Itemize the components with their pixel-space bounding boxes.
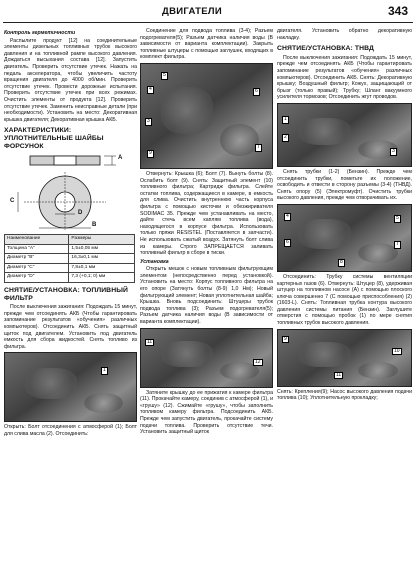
table-cell: Диаметр "С"	[5, 263, 69, 273]
table-header-row	[5, 235, 135, 245]
callout-number: 3	[392, 147, 395, 154]
paragraph: Отсоединить: Трубку системы вентиляции картерных газов (6). Отвернуть: Штуцер (8), удерживая штуцер на топливном насосе (А) с помощью плоского ключа совершенно 7 (С помощью приспособления) (2) (1603-L). Снять: Топливная трубка контура высокого давления системы питания (Бензин). Заглушите отверстия с помощью пробок (1) по мере снятия топливных трубок высокого давления.	[277, 273, 412, 327]
table-header: Наименование	[5, 235, 69, 245]
subheading-leak-check: Контроль герметичности	[4, 30, 76, 36]
paragraph: Снять трубки (1-2) (Бензин). Прежде чем отсоединить трубки, пометьте их положение, освободить и отвести в сторону разъемы (3-4) (ТНВД). Снять опору (5) (Электромуфт). Очистить трубки высокого давления, прежде чем отворачивать их.	[277, 168, 412, 202]
table-header: Размеры	[69, 235, 135, 245]
chapter-title: ДВИГАТЕЛИ	[162, 6, 222, 17]
pump-lines-photo	[277, 103, 412, 167]
callout-number: 1	[103, 367, 106, 374]
filter-priming-photo	[140, 328, 273, 388]
table-row	[5, 263, 135, 273]
table-cell: 16,3±0,1 мм	[69, 254, 135, 264]
callout-number: 9	[284, 335, 287, 342]
photo-caption: Открыть: Болт отсоединения с атмосферой (1); Болт для слива масла (2). Отсоединить:	[4, 424, 137, 437]
label-a: A	[118, 155, 123, 162]
paragraph: Отвернуть: Крышка (6); Болт (7). Вынуть болты (8). Ослабить болт (9). Снять: Защитный элемент (10) топливного фильтра; Картридж фильтра. Слейте остатки топлива, содержащиеся в камере, в емкость для слива. Очистить внутреннюю часть корпуса фильтра с помощью кисточки и обезжиривателя SODIMAC 35. Прежде чем устанавливать на место, дайте стечь всем каплям топлива (вода), находящегося в корпусе фильтра. Использовать только пряжи RESISTEL (Поставляется в запчасти). Не использовать сжатый воздух. Затянуть болт слива из камеры. Строго ЗАПРЕЩАЕТСЯ заливать топливный фильтр в сборе в тиски.	[140, 170, 273, 257]
washer-dimensions-table	[4, 234, 135, 283]
filter-connections-photo	[140, 63, 273, 169]
column-1	[4, 28, 137, 439]
callout-number: 5	[163, 71, 166, 78]
pump-removal-photo	[277, 329, 412, 387]
callout-number: 4	[149, 85, 152, 92]
table-row	[5, 244, 135, 254]
label-d: D	[78, 210, 83, 217]
callout-number: 4	[286, 212, 289, 219]
callout-number: 6	[255, 87, 258, 94]
paragraph: двигателя. Установить обратно декоративную накладку.	[277, 28, 412, 41]
label-b: B	[92, 222, 97, 229]
table-cell: 1,5±0,05 мм	[69, 244, 135, 254]
washer-drawing	[4, 152, 135, 232]
header-rule	[3, 22, 413, 23]
table-cell: 7,3 (+0,1; 0) мм	[69, 273, 135, 283]
callout-number: 7	[396, 240, 399, 247]
table-cell: Диаметр "D"	[5, 273, 69, 283]
page-header	[0, 0, 416, 26]
callout-number: 11	[336, 371, 342, 378]
page-number: 343	[387, 4, 408, 18]
subheading-install: Установка	[140, 258, 169, 265]
paragraph: Соединение для подвода топлива (3-4); Разъем подогревателя(5); Разъем датчика наличия воды (В зависимости от варианта комплектации). Закрыть топливные штуцеры с помощью заглушек, входящих в комплект фильтра.	[140, 28, 273, 61]
callout-number: 8	[340, 258, 343, 265]
callout-number: 12	[255, 358, 261, 365]
pump-unions-photo	[277, 204, 412, 272]
table-row	[5, 273, 135, 283]
label-c: C	[10, 198, 15, 205]
paragraph: После выключения зажигания: Подождать 15 минут, прежде чем отсоединять АКБ (Чтобы гарантировать запоминание результатов «обучения» различных компьютеров). Отсоединить АКБ. Снять защитный щиток под двигателем. Установить под двигатель емкость для сбора жидкостей. Снять топливо из фильтра.	[4, 304, 137, 350]
table-row	[5, 254, 135, 264]
column-3	[277, 28, 412, 403]
section-heading-hp-pump: СНЯТИЕ/УСТАНОВКА: ТНВД	[277, 45, 374, 53]
column-2	[140, 28, 273, 437]
callout-number: 1	[284, 115, 287, 122]
callout-number: 3	[147, 117, 150, 124]
washer-diagram	[4, 152, 135, 232]
callout-number: 2	[284, 133, 287, 140]
photo-caption: Снять: Крепления(9); Насос высокого давления подачи топлива (10); Уплотнительную прокладку;	[277, 388, 412, 402]
table-cell: 7,8±0,1 мм	[69, 263, 135, 273]
table-cell: Толщина "А"	[5, 244, 69, 254]
table-cell: Диаметр "В"	[5, 254, 69, 264]
callout-number: 6	[286, 238, 289, 245]
section-heading-washers: ХАРАКТЕРИСТИКИ: УПЛОТНИТЕЛЬНЫЕ ШАЙБЫ ФОРСУНОК	[4, 127, 104, 150]
paragraph: Открыть мешок с новым топливным фильтрующим элементом (непосредственно перед установкой). Установить на место: Корпус топливного фильтра на его опоре (Затянуть болты (8-9) 1,0 Нм); Новый фильтрующий элемент; Новая уплотнительная шайба; Крышка. Вновь подсоединить: Штуцеры трубок подвода топлива (3); Разъем подогревателя(5); Разъем датчика наличия воды (В зависимости от варианта комплектации).	[140, 266, 273, 326]
section-heading-fuel-filter: СНЯТИЕ/УСТАНОВКА: ТОПЛИВНЫЙ ФИЛЬТР	[4, 287, 128, 302]
paragraph: После выключения зажигания: Подождать 15 минут, прежде чем отсоединять АКБ (Чтобы гарантировать запоминание результатов «обучения» различных компьютеров). Отсоединить АКБ. Снять: Декоративную крышку; Воздушный фильтр; Кожух, защищающий от брызг (только правый); Трубку; Шланг вакуумного усилителя тормозов; Отсоединить жгут проводов.	[277, 54, 412, 101]
paragraph: Затяните крышку до ее прижатия к камере фильтра (11). Прокачайте камеру, соединив с атмосферой (1), и «грушу» (12). Сжимайте «грушу», чтобы заполнить топливом камеру фильтра. Подсоединить АКБ. Прежде чем запустить двигатель, прокачайте систему подачи топлива. Проверить отсутствие течи. Установить защитный щиток	[140, 389, 273, 436]
paragraph: Распылите продукт [12] на соединительные элементы дизельных топливных трубок высокого давления и на топливной рампе высокого давления. Дождаться высыхания состава [12]. Запустить двигатель. Проверить отсутствие утечек. Нажать на педаль акселератора, чтобы увеличить частоту вращения двигателя до 4000 об/мин. Проверить отсутствие утечек. Провести дорожные испытания. Проверить отсутствие утечек при всех режимах. Очистить элементы от продукта [12]. Проверить отсутствие утечек. Заменить неисправные детали (при необходимости). Установить на место: Декоративная крышка двигателя; Декоративная крышка АКБ.	[4, 37, 137, 123]
callout-number: 9	[149, 149, 152, 156]
callout-number: 10	[394, 347, 400, 354]
callout-number: 11	[147, 338, 153, 345]
callout-number: 7	[257, 143, 260, 150]
callout-number: 5	[396, 214, 399, 221]
fuel-filter-photo	[4, 352, 137, 422]
